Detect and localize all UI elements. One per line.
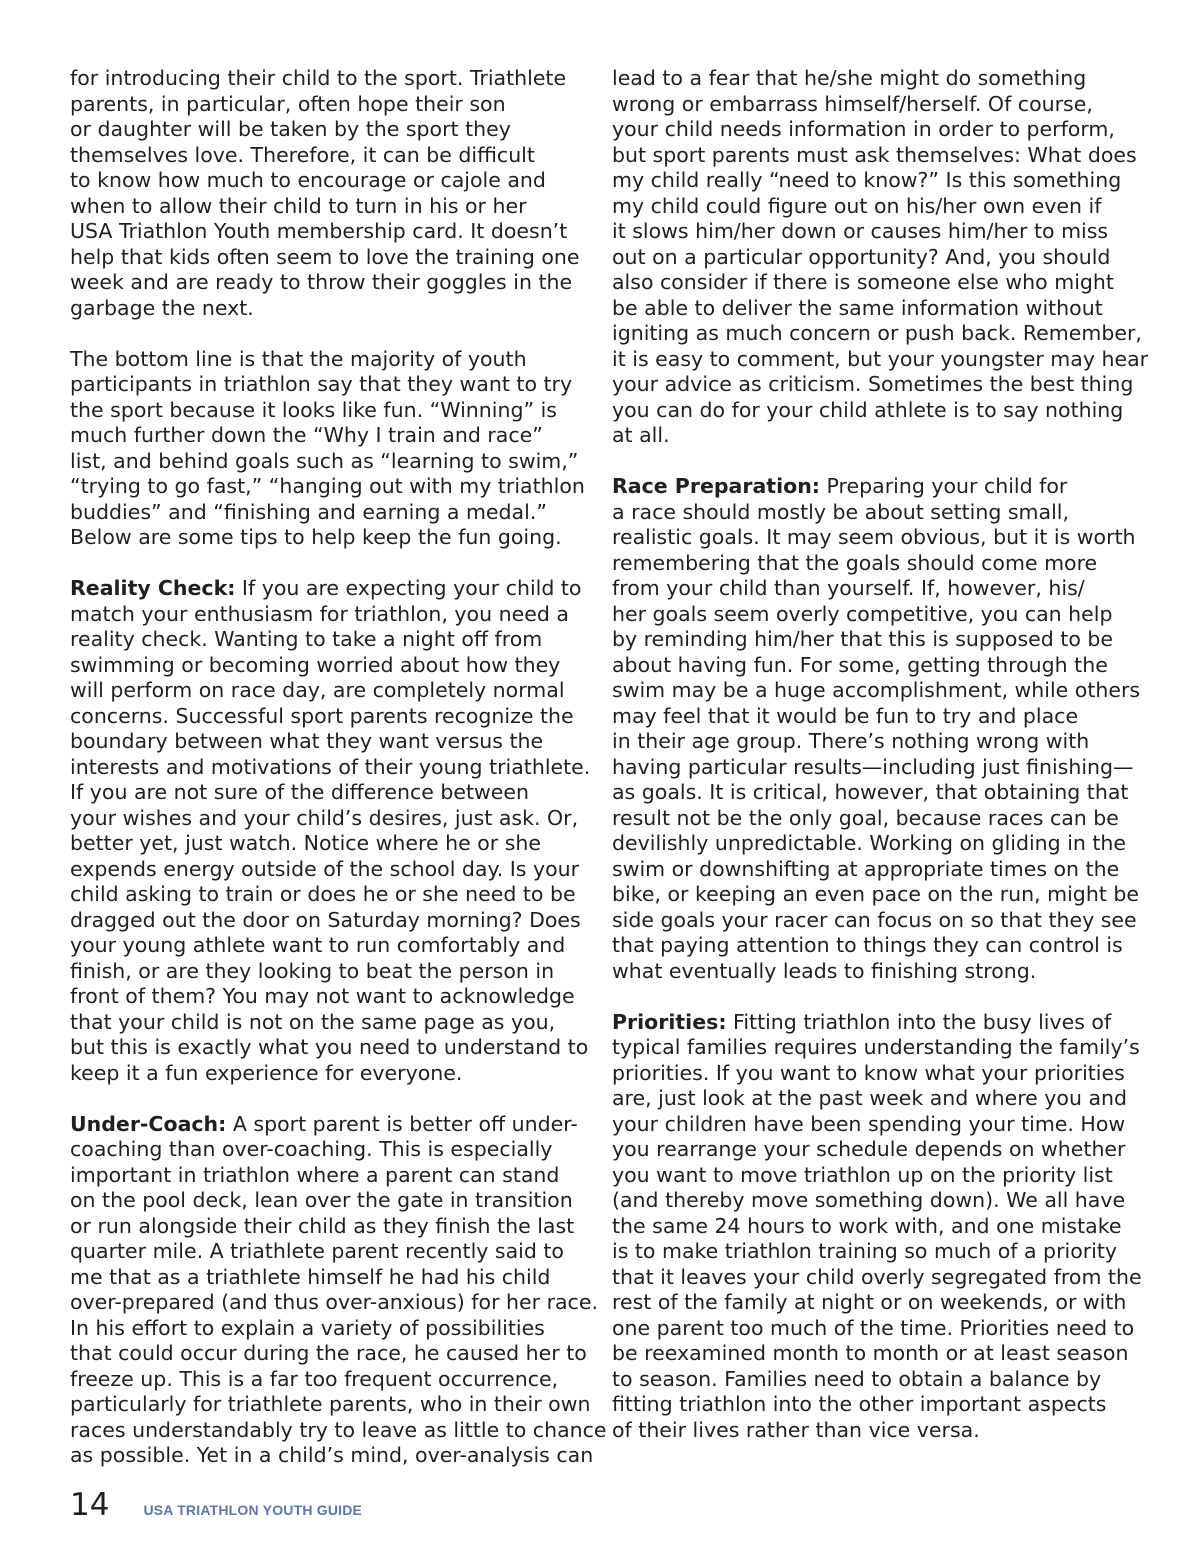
text-line [70,1367,595,1393]
text-line [70,92,595,118]
line-text: your child needs information in order to perform, [612,117,1115,141]
line-text: as goals. It is critical, however, that obtaining that [612,780,1129,804]
text-line [70,933,595,959]
text-line [612,500,1137,526]
line-text: having particular results—including just finishing— [612,754,1134,779]
text-line [612,1137,1137,1163]
line-text: quarter mile. A triathlete parent recently said to [70,1239,564,1263]
line-text: be reexamined month to month or at least season [612,1341,1129,1365]
line-text: result not be the only goal, because races can be [612,805,1119,830]
text-line [70,1061,595,1087]
text-line [612,525,1137,551]
page-number: 14 [70,1487,110,1523]
text-line [70,959,595,985]
text-line [70,806,595,832]
line-text: that paying attention to things they can control is [612,933,1123,957]
line-text: will perform on race day, are completely normal [70,678,565,702]
line-text: side goals your racer can focus on so that they see [612,907,1137,932]
line-text: keep it a fun experience for everyone. [70,1060,463,1085]
line-text: buddies” and “finishing and earning a medal.” [70,499,547,524]
text-line [612,704,1137,730]
text-line [612,933,1137,959]
line-text: by reminding him/her that this is supposed to be [612,627,1113,651]
line-text: one parent too much of the time. Priorities need to [612,1315,1135,1340]
line-text: child asking to train or does he or she need to be [70,882,576,906]
text-line [70,857,595,883]
text-line [612,398,1137,424]
section-lead-heading: Under-Coach: [70,1111,227,1136]
text-line [612,1214,1137,1240]
text-line [70,1188,595,1214]
paragraph [612,474,1141,984]
line-text: to know how much to encourage or cajole and [70,168,546,192]
line-text: list, and behind goals such as “learning to swim,” [70,448,579,473]
line-text: coaching than over-coaching. This is especially [70,1137,553,1161]
text-line [612,1035,1140,1061]
text-line [612,92,1137,118]
line-text: rest of the family at night or on weekends, or with [612,1290,1127,1314]
line-text: wrong or embarrass himself/herself. Of course, [612,91,1093,116]
text-line [70,372,595,398]
line-text: Preparing your child for [820,474,1068,498]
line-text: my child could figure out on his/her own even if [612,193,1102,218]
paragraph [612,66,1149,449]
line-text: your wishes and your child’s desires, just ask. Or, [70,805,579,830]
line-text: may feel that it would be fun to try and place [612,703,1079,728]
text-line [612,857,1137,883]
text-line [70,296,595,322]
line-text: her goals seem overly competitive, you can help [612,601,1113,626]
line-text: fitting triathlon into the other important aspects [612,1392,1107,1416]
text-line [70,1163,595,1189]
text-line [70,1265,595,1291]
line-text: that your child is not on the same page as you, [70,1009,556,1034]
text-line [70,143,595,169]
line-text: the same 24 hours to work with, and one mistake [612,1213,1122,1238]
line-text: swim may be a huge accomplishment, while others [612,678,1141,702]
line-text: out on a particular opportunity? And, you should [612,244,1111,269]
text-line [70,1214,595,1240]
text-line [612,1341,1137,1367]
line-text: over-prepared (and thus over-anxious) for her race. [70,1290,598,1314]
line-text: “trying to go fast,” “hanging out with my triathlon [70,474,585,498]
text-line [612,576,1137,602]
text-line [70,831,595,857]
guide-title: USA TRIATHLON YOUTH GUIDE [143,1502,363,1518]
text-line [70,1316,595,1342]
line-text: from your child than yourself. If, however, his/ [612,576,1085,600]
section-lead-heading: Reality Check: [70,576,236,600]
text-line [612,474,1137,500]
line-text: races understandably try to leave as little to chance [70,1417,607,1442]
line-text: a race should mostly be about setting small, [612,499,1069,524]
paragraph [612,1009,1142,1444]
text-line [70,1112,595,1138]
text-line [70,755,595,781]
text-line [70,500,595,526]
text-line [612,245,1137,271]
text-line [70,168,595,194]
line-text: but sport parents must ask themselves: What does [612,142,1137,167]
text-line [612,143,1137,169]
line-text: Fitting triathlon into the busy lives of [726,1009,1112,1034]
line-text: but this is exactly what you need to understand to [70,1035,589,1059]
line-text: freeze up. This is a far too frequent occurrence, [70,1366,559,1391]
line-text: are, just look at the past week and where you and [612,1086,1128,1110]
text-line [70,525,595,551]
paragraph [70,347,595,551]
line-text: or run alongside their child as they finish the last [70,1213,575,1238]
text-line [612,321,1142,347]
text-line [612,1112,1137,1138]
text-line [70,908,595,934]
line-text: it slows him/her down or causes him/her to miss [612,219,1109,243]
text-line [70,245,595,271]
text-line [612,1086,1137,1112]
line-text: your young athlete want to run comfortably and [70,933,566,957]
line-text: devilishly unpredictable. Working on gliding in the [612,831,1127,855]
text-line [70,780,595,806]
text-line [612,423,1137,449]
line-text: or daughter will be taken by the sport they [70,117,511,141]
line-text: as possible. Yet in a child’s mind, over-analysis can [70,1443,594,1467]
text-line [70,678,595,704]
line-text: when to allow their child to turn in his or her [70,193,527,218]
line-text: realistic goals. It may seem obvious, but it is worth [612,525,1136,549]
text-line [612,602,1137,628]
line-text: you want to move triathlon up on the priority list [612,1162,1113,1187]
paragraph [70,1111,607,1469]
text-line [70,653,595,679]
text-line [612,1010,1137,1036]
line-text: (and thereby move something down). We all have [612,1188,1126,1212]
text-line [612,1239,1137,1265]
text-line [612,653,1137,679]
text-line [612,908,1137,934]
line-text: front of them? You may not want to acknowledge [70,984,575,1008]
text-line [612,1264,1142,1291]
text-line [612,1392,1137,1418]
line-text: igniting as much concern or push back. Remember, [612,321,1142,345]
text-line [612,1061,1137,1087]
section-lead-heading: Priorities: [612,1009,727,1034]
line-text: of their lives rather than vice versa. [612,1417,980,1442]
line-text: your advice as criticism. Sometimes the best thing [612,372,1134,396]
text-line [70,1417,607,1444]
line-text: interests and motivations of their young triathlete. [70,754,591,779]
line-text: swim or downshifting at appropriate times on the [612,856,1120,881]
text-line [70,270,595,296]
line-text: about having fun. For some, getting through the [612,652,1108,677]
line-text: help that kids often seem to love the training one [70,244,580,269]
text-line [70,729,595,755]
text-line [70,423,595,449]
line-text: at all. [612,423,670,447]
text-line [70,66,595,92]
text-line [70,602,595,628]
line-text: If you are expecting your child to [235,576,582,600]
line-text: that it leaves your child overly segregated from the [612,1264,1142,1289]
text-line [612,959,1137,985]
text-line [612,1163,1137,1189]
line-text: concerns. Successful sport parents recognize the [70,703,574,728]
line-text: better yet, just watch. Notice where he or she [70,831,542,855]
line-text: it is easy to comment, but your youngster may hear [612,346,1149,371]
line-text: for introducing their child to the sport. Triathlete [70,66,567,90]
text-line [612,346,1149,373]
text-line [70,1392,595,1418]
paragraph [70,66,595,321]
line-text: USA Triathlon Youth membership card. It doesn’t [70,219,568,243]
text-line [612,66,1137,92]
text-line [612,194,1137,220]
text-line [70,1239,595,1265]
line-text: A sport parent is better off under- [226,1111,578,1136]
line-text: is to make triathlon training so much of a priority [612,1239,1118,1263]
text-line [612,372,1137,398]
text-line [612,678,1141,704]
line-text: In his effort to explain a variety of possibilities [70,1315,545,1340]
page-footer [70,1487,362,1523]
line-text: Below are some tips to help keep the fun going. [70,525,562,549]
right-column [612,66,1149,1443]
line-text: you can do for your child athlete is to say nothing [612,397,1124,422]
line-text: typical families requires understanding the family’s [612,1035,1140,1059]
paragraph [70,576,595,1086]
line-text: expends energy outside of the school day. Is your [70,856,580,881]
line-text: The bottom line is that the majority of youth [70,346,527,371]
text-line [70,1341,595,1367]
text-line [612,1367,1137,1393]
text-line [70,1035,595,1061]
text-line [70,627,595,653]
text-line [612,117,1137,143]
line-text: important in triathlon where a parent can stand [70,1162,560,1187]
line-text: remembering that the goals should come more [612,550,1098,575]
text-line [70,1443,595,1469]
line-text: lead to a fear that he/she might do something [612,66,1087,90]
text-line [70,1290,598,1316]
line-text: dragged out the door on Saturday morning? Does [70,907,581,932]
left-column [70,66,607,1469]
text-line [612,627,1137,653]
line-text: that could occur during the race, he caused her to [70,1341,587,1365]
text-line [612,780,1137,806]
line-text: garbage the next. [70,295,254,320]
line-text: to season. Families need to obtain a balance by [612,1366,1102,1391]
text-line [612,270,1137,296]
text-line [612,551,1137,577]
line-text: participants in triathlon say that they want to try [70,372,573,396]
line-text: match your enthusiasm for triathlon, you need a [70,601,569,626]
text-line [70,219,595,245]
line-text: reality check. Wanting to take a night off from [70,627,543,651]
text-line [612,1290,1137,1316]
text-line [612,296,1137,322]
line-text: my child really “need to know?” Is this something [612,168,1122,192]
line-text: on the pool deck, lean over the gate in transition [70,1188,573,1212]
text-line [612,1316,1137,1342]
text-line [612,219,1137,245]
text-line [612,1418,1137,1444]
text-line [70,117,595,143]
text-line [70,194,595,220]
line-text: me that as a triathlete himself he had his child [70,1264,551,1289]
text-line [70,449,595,475]
section-lead-heading: Race Preparation: [612,474,821,498]
text-line [612,831,1137,857]
text-line [70,1137,595,1163]
line-text: boundary between what they want versus the [70,729,544,753]
line-text: priorities. If you want to know what your priorities [612,1060,1125,1085]
line-text: finish, or are they looking to beat the person in [70,958,555,983]
line-text: week and are ready to throw their goggles in the [70,270,573,294]
text-line [70,704,595,730]
text-line [612,882,1137,908]
text-line [612,755,1137,781]
line-text: your children have been spending your time. How [612,1111,1126,1136]
line-text: swimming or becoming worried about how they [70,652,561,677]
text-line [612,168,1137,194]
text-line [612,1188,1137,1214]
text-line [70,347,595,373]
line-text: the sport because it looks like fun. “Winning” is [70,397,557,422]
text-line [70,474,595,500]
line-text: If you are not sure of the difference between [70,780,530,804]
text-line [70,984,595,1010]
text-line [612,729,1137,755]
text-line [70,1010,595,1036]
text-line [70,882,595,908]
line-text: particularly for triathlete parents, who in their own [70,1392,591,1416]
line-text: be able to deliver the same information without [612,295,1103,320]
line-text: themselves love. Therefore, it can be difficult [70,142,535,167]
line-text: in their age group. There’s nothing wrong with [612,729,1090,753]
line-text: also consider if there is someone else who might [612,270,1114,294]
text-line [70,576,595,602]
line-text: you rearrange your schedule depends on whether [612,1137,1126,1161]
text-line [612,806,1137,832]
text-line [70,398,595,424]
line-text: bike, or keeping an even pace on the run, might be [612,882,1139,906]
line-text: what eventually leads to finishing strong. [612,958,1037,983]
line-text: parents, in particular, often hope their son [70,91,506,116]
line-text: much further down the “Why I train and race” [70,423,543,447]
